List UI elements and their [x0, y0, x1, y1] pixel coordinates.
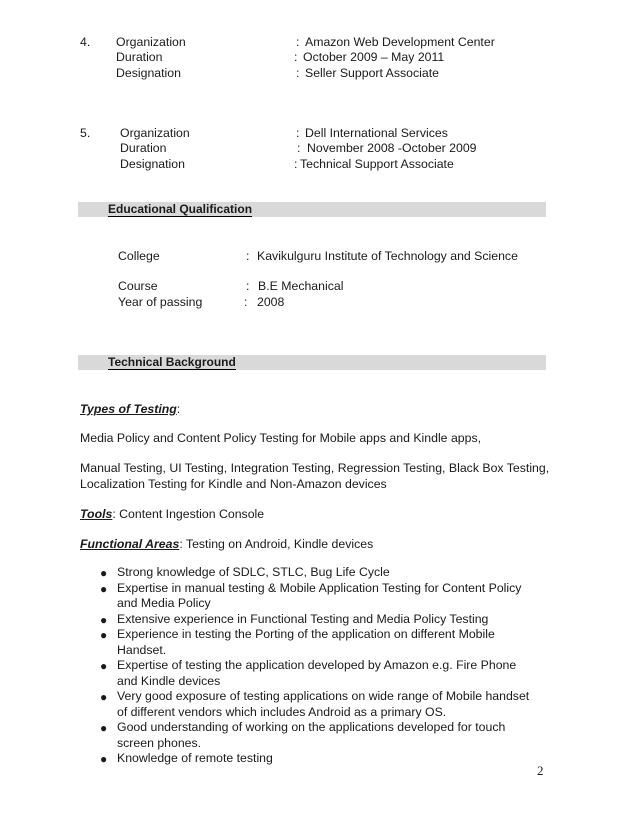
- field-label: Designation: [120, 157, 185, 171]
- field-value: B.E Mechanical: [258, 279, 344, 293]
- bullet-icon: ●: [100, 628, 108, 642]
- list-item: ● Strong knowledge of SDLC, STLC, Bug Life Cycle: [100, 565, 390, 580]
- bullet-icon: ●: [100, 721, 108, 735]
- section-heading: Technical Background: [108, 355, 236, 369]
- field-label: Duration: [116, 50, 163, 64]
- skills-list: [80, 565, 540, 767]
- list-item: ● Knowledge of remote testing: [100, 751, 273, 766]
- field-value: 2008: [257, 295, 285, 309]
- bullet-icon: ●: [100, 752, 108, 766]
- list-item: ● Experience in testing the Porting of the application on different Mobile Handset.: [100, 627, 495, 657]
- section-heading: Educational Qualification: [108, 202, 253, 216]
- field-value: November 2008 -October 2009: [307, 141, 477, 155]
- tools-value: : Content Ingestion Console: [112, 507, 265, 521]
- list-item: ● Expertise in manual testing & Mobile Application Testing for Content Policy and Media Policy: [100, 580, 522, 610]
- tools-label: Tools: [80, 507, 113, 521]
- field-label: Duration: [120, 141, 167, 155]
- bullet-icon: ●: [100, 690, 108, 704]
- field-label: Course: [118, 279, 158, 293]
- field-label: Organization: [116, 35, 186, 49]
- bullet-icon: ●: [100, 659, 108, 673]
- page-number: 2: [537, 763, 544, 778]
- types-of-testing-colon: :: [176, 402, 181, 416]
- section-heading-bar: [78, 355, 546, 370]
- field-separator: :: [294, 50, 298, 64]
- bullet-icon: ●: [100, 581, 108, 596]
- list-item: ● Expertise of testing the application developed by Amazon e.g. Fire Phone and Kindle devices: [100, 658, 517, 688]
- field-separator: :: [246, 249, 250, 263]
- field-separator: :: [297, 141, 301, 155]
- functional-areas-label: Functional Areas: [80, 537, 180, 551]
- field-value: Seller Support Associate: [305, 66, 439, 80]
- field-separator: :: [244, 295, 248, 309]
- entry-number: 4.: [80, 35, 91, 49]
- list-item: ● Extensive experience in Functional Testing and Media Policy Testing: [100, 611, 489, 627]
- bullet-icon: ●: [100, 612, 108, 627]
- types-of-testing-line: Localization Testing for Kindle and Non-Amazon devices: [80, 477, 387, 491]
- field-label: Organization: [120, 126, 190, 140]
- field-label: College: [118, 249, 160, 263]
- functional-areas-line: [80, 536, 373, 552]
- types-of-testing-line: Manual Testing, UI Testing, Integration Testing, Regression Testing, Black Box Testing,: [80, 461, 550, 475]
- field-separator: :: [294, 157, 298, 171]
- tools-line: [80, 506, 264, 522]
- field-value: October 2009 – May 2011: [303, 50, 445, 64]
- bullet-icon: ●: [100, 566, 108, 580]
- field-value: Kavikulguru Institute of Technology and Science: [257, 249, 518, 263]
- field-value: Amazon Web Development Center: [305, 35, 495, 49]
- field-separator: :: [246, 279, 250, 293]
- field-value: Technical Support Associate: [300, 157, 454, 171]
- list-item: ● Very good exposure of testing applications on wide range of Mobile handset of different vendors which includes Android as a primary OS.: [100, 689, 530, 719]
- list-item: ● Good understanding of working on the applications developed for touch screen phones.: [100, 720, 506, 750]
- types-of-testing-label: Types of Testing: [80, 402, 177, 416]
- field-label: Year of passing: [118, 295, 203, 309]
- field-label: Designation: [116, 66, 181, 80]
- types-of-testing-line: Media Policy and Content Policy Testing for Mobile apps and Kindle apps,: [80, 431, 482, 445]
- functional-areas-value: : Testing on Android, Kindle devices: [179, 537, 374, 551]
- field-separator: :: [296, 35, 300, 49]
- field-separator: :: [296, 66, 300, 80]
- entry-number: 5.: [80, 126, 91, 140]
- field-separator: :: [296, 126, 300, 140]
- types-of-testing-heading: [80, 401, 180, 417]
- field-value: Dell International Services: [305, 126, 448, 140]
- section-heading-bar: [78, 202, 546, 217]
